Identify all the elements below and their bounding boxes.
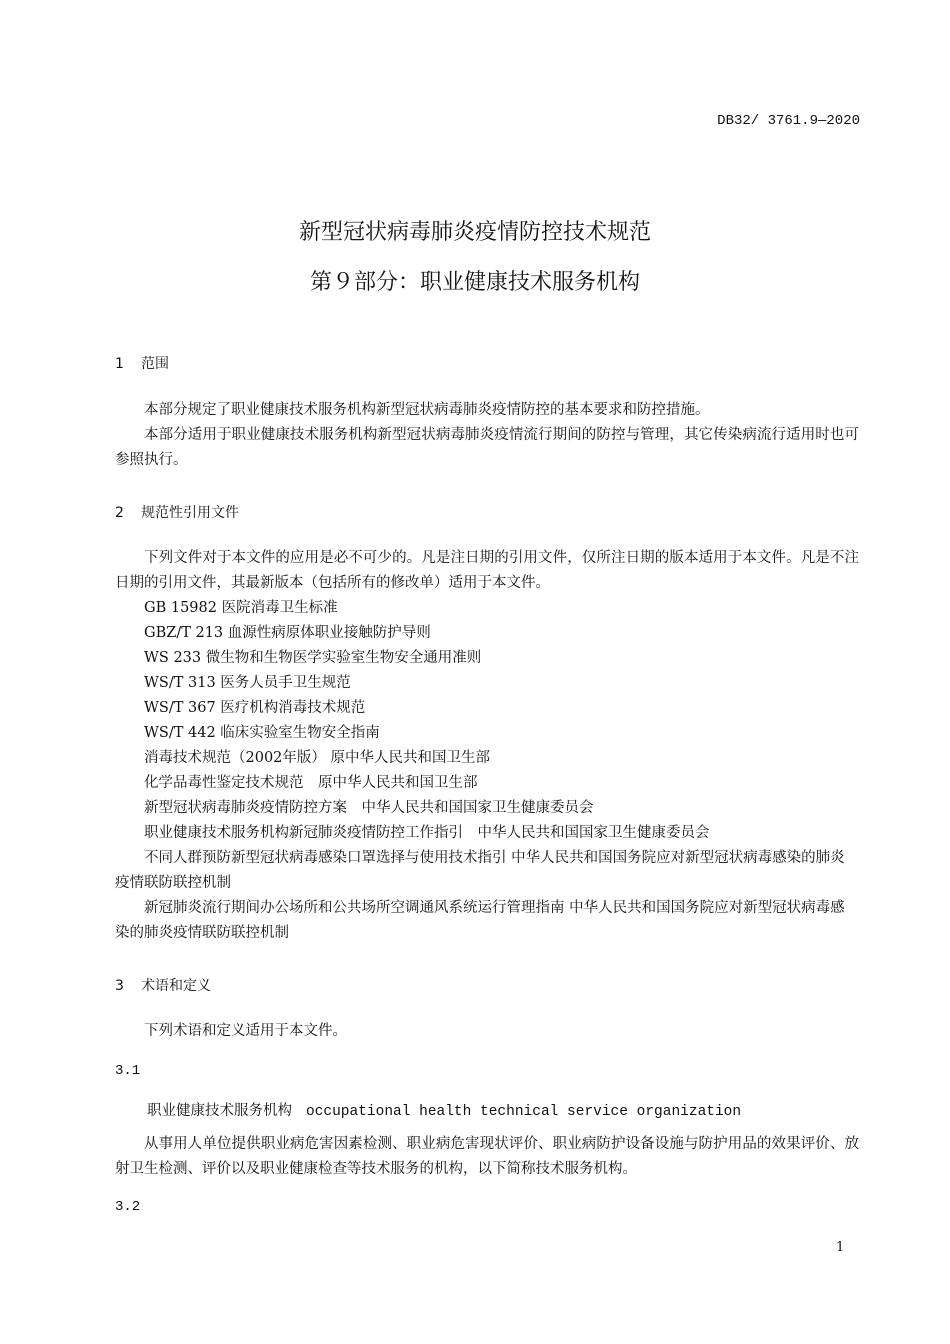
reference-item: GBZ/T 213 血源性病原体职业接触防护导则: [144, 625, 431, 641]
term-chinese: 职业健康技术服务机构: [147, 1103, 292, 1119]
reference-item: WS/T 442 临床实验室生物安全指南: [144, 725, 380, 741]
clause-number: 3.1: [115, 1063, 141, 1079]
section-number: 3: [115, 978, 124, 994]
reference-item: WS/T 367 医疗机构消毒技术规范: [144, 700, 366, 716]
section-3-heading: [115, 975, 211, 995]
reference-item: WS/T 313 医务人员手卫生规范: [144, 675, 351, 691]
terms-intro: 下列术语和定义适用于本文件。: [144, 1023, 347, 1039]
section-title: 术语和定义: [141, 978, 211, 994]
reference-item: 消毒技术规范（2002年版） 原中华人民共和国卫生部: [144, 750, 491, 766]
scope-paragraph-2: 本部分适用于职业健康技术服务机构新型冠状病毒肺炎疫情流行期间的防控与管理，其它传染病流行适用时也可参照执行。: [115, 427, 859, 468]
section-1-heading: [115, 353, 169, 373]
normative-references-intro: 下列文件对于本文件的应用是必不可少的。凡是注日期的引用文件，仅所注日期的版本适用于本文件。凡是不注日期的引用文件，其最新版本（包括所有的修改单）适用于本文件。: [115, 550, 859, 591]
reference-item: GB 15982 医院消毒卫生标准: [144, 600, 338, 616]
reference-item: 新冠肺炎流行期间办公场所和公共场所空调通风系统运行管理指南 中华人民共和国国务院应对新型冠状病毒感染的肺炎疫情联防联控机制: [115, 900, 845, 941]
section-2-heading: [115, 502, 239, 522]
section-number: 1: [115, 356, 124, 372]
section-number: 2: [115, 505, 124, 521]
standard-code: DB32/ 3761.9—2020: [717, 113, 860, 129]
reference-item: 职业健康技术服务机构新冠肺炎疫情防控工作指引 中华人民共和国国家卫生健康委员会: [144, 825, 710, 841]
term-heading: [147, 1099, 741, 1120]
page-number: 1: [836, 1240, 845, 1255]
document-subtitle: 第９部分：职业健康技术服务机构: [309, 270, 640, 295]
reference-item: 不同人群预防新型冠状病毒感染口罩选择与使用技术指引 中华人民共和国国务院应对新型冠状病毒感染的肺炎疫情联防联控机制: [115, 850, 845, 891]
scope-paragraph-1: 本部分规定了职业健康技术服务机构新型冠状病毒肺炎疫情防控的基本要求和防控措施。: [144, 402, 710, 418]
section-title: 规范性引用文件: [141, 505, 239, 521]
term-english: occupational health technical service organization: [306, 1104, 742, 1120]
reference-item: WS 233 微生物和生物医学实验室生物安全通用准则: [144, 650, 482, 666]
term-definition: 从事用人单位提供职业病危害因素检测、职业病危害现状评价、职业病防护设备设施与防护用品的效果评价、放射卫生检测、评价以及职业健康检查等技术服务的机构，以下简称技术服务机构。: [115, 1136, 859, 1177]
clause-number: 3.2: [115, 1199, 141, 1215]
reference-item: 新型冠状病毒肺炎疫情防控方案 中华人民共和国国家卫生健康委员会: [144, 800, 594, 816]
section-title: 范围: [141, 356, 169, 372]
reference-item: 化学品毒性鉴定技术规范 原中华人民共和国卫生部: [144, 775, 478, 791]
document-title: 新型冠状病毒肺炎疫情防控技术规范: [298, 220, 651, 245]
